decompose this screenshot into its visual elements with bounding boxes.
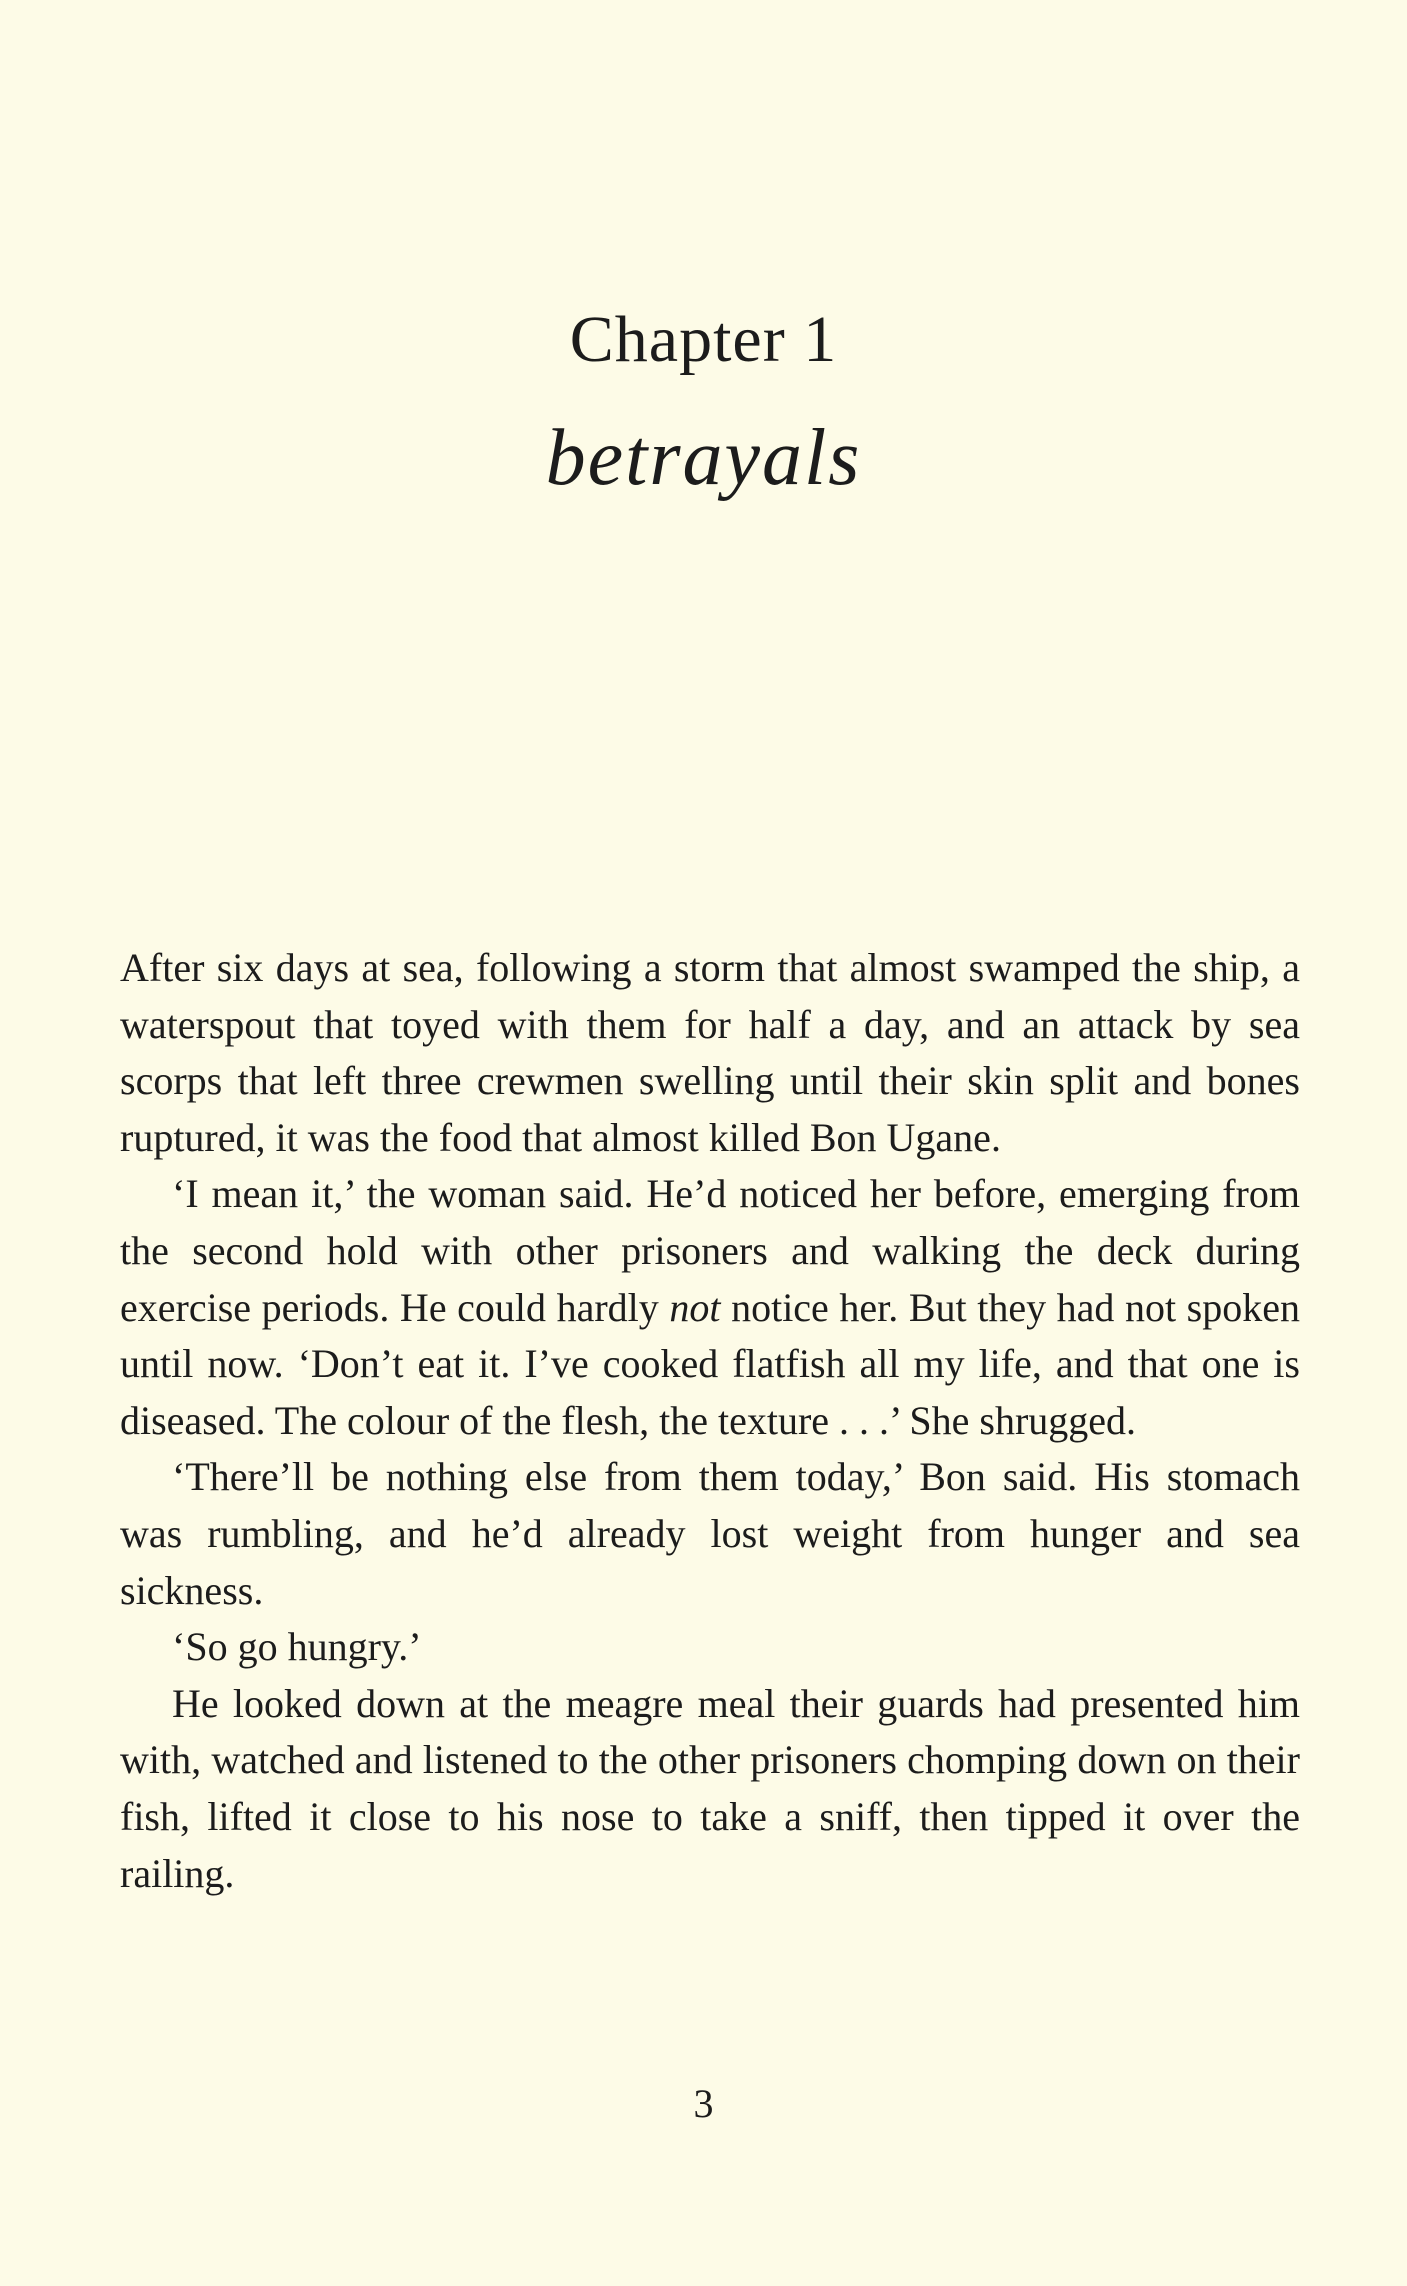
chapter-title: betrayals (545, 414, 862, 502)
paragraph-2-part-b: notice her. But they had not spoken until now. ‘Don’t eat it. I’ve cooked flatfish all my life, and that one is diseased. The colour of the flesh, the texture . . .’ She shrugged. (120, 1284, 1301, 1443)
paragraph-4: ‘So go hungry.’ (172, 1624, 422, 1670)
paragraph-2 (120, 1166, 1300, 1449)
paragraph-5: He looked down at the meagre meal their guards had presented him with, watched and listened to the other prisoners chomping down on their fish, lifted it close to his nose to take a sniff, then tipped it over the railing. (120, 1680, 1300, 1896)
chapter-body (120, 940, 1300, 1902)
paragraph-2-part-a: ‘I mean it,’ the woman said. He’d noticed her before, emerging from the second hold with other prisoners and walking the deck during exercise periods. He could hardly (120, 1171, 1300, 1330)
chapter-number: Chapter 1 (569, 303, 838, 376)
paragraph-3: ‘There’ll be nothing else from them today,’ Bon said. His stomach was rumbling, and he’d already lost weight from hunger and sea sickness. (120, 1454, 1300, 1613)
page-number: 3 (693, 2081, 714, 2126)
paragraph-2-emphasis: not (669, 1284, 721, 1330)
paragraph-1: After six days at sea, following a storm that almost swamped the ship, a waterspout that toyed with them for half a day, and an attack by sea scorps that left three crewmen swelling until their skin split and bones ruptured, it was the food that almost killed Bon Ugane. (120, 945, 1300, 1160)
